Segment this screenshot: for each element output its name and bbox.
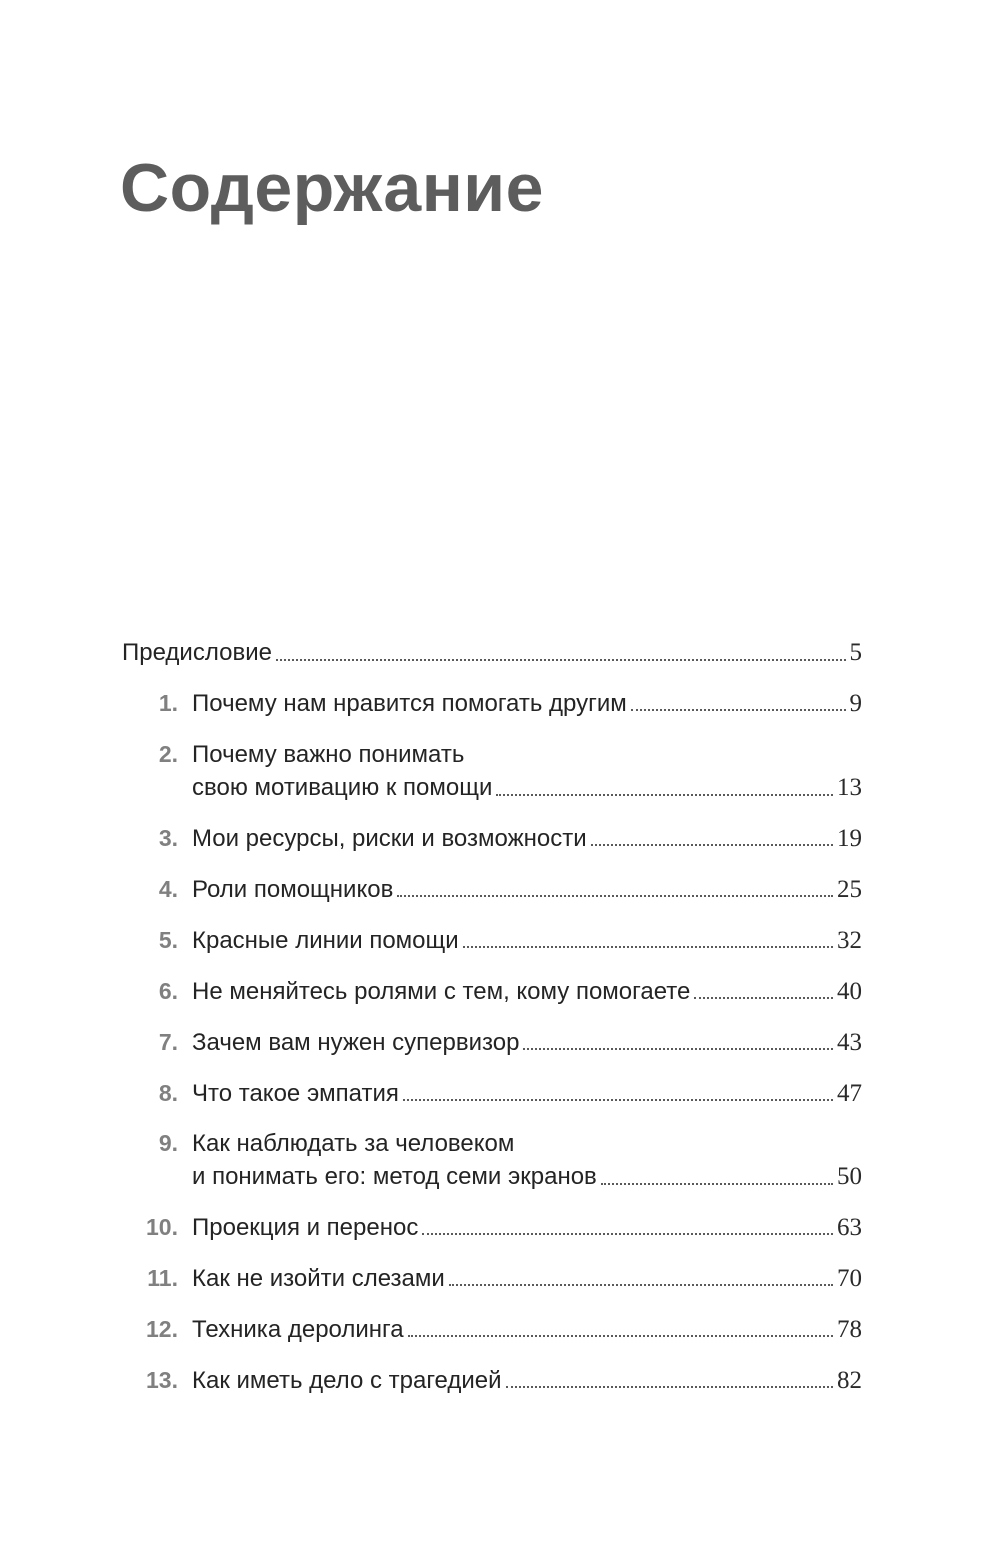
- chapter-title: Роли помощников: [192, 876, 394, 903]
- chapter-title: Красные линии помощи: [192, 927, 459, 954]
- toc-entry-chapter-4: [122, 872, 862, 906]
- dot-leader: [403, 1099, 833, 1101]
- toc-entry-chapter-9: [122, 1126, 862, 1194]
- toc-entry-chapter-12: [122, 1312, 862, 1346]
- toc-page-number: 9: [849, 690, 862, 717]
- toc-page-number: 32: [837, 927, 862, 954]
- toc-entry-chapter-11: [122, 1261, 862, 1295]
- dot-leader: [496, 794, 833, 796]
- dot-leader: [463, 946, 833, 948]
- toc-entry-chapter-1: [122, 686, 862, 720]
- chapter-title: Как не изойти слезами: [192, 1265, 445, 1292]
- toc-entry-label: Предисловие: [122, 639, 272, 666]
- chapter-number: 8.: [158, 1080, 178, 1106]
- toc-page-number: 40: [837, 978, 862, 1005]
- chapter-number: 10.: [146, 1214, 178, 1240]
- toc-entry-chapter-8: [122, 1076, 862, 1110]
- toc-entry-chapter-6: [122, 974, 862, 1008]
- toc-entry-chapter-2: [122, 737, 862, 805]
- toc-entry-chapter-10: [122, 1210, 862, 1244]
- chapter-number: 3.: [158, 825, 178, 851]
- chapter-number: 6.: [158, 978, 178, 1004]
- chapter-title: Как иметь дело с трагедией: [192, 1367, 502, 1394]
- toc-page-number: 43: [837, 1029, 862, 1056]
- dot-leader: [397, 895, 833, 897]
- dot-leader: [523, 1048, 833, 1050]
- dot-leader: [276, 659, 846, 661]
- toc-page-number: 47: [837, 1080, 862, 1107]
- chapter-title: Мои ресурсы, риски и возможности: [192, 825, 587, 852]
- toc-page-number: 5: [849, 639, 862, 666]
- dot-leader: [506, 1386, 833, 1388]
- dot-leader: [422, 1233, 833, 1235]
- toc-page-number: 78: [837, 1316, 862, 1343]
- toc-page-number: 82: [837, 1367, 862, 1394]
- dot-leader: [601, 1183, 833, 1185]
- chapter-title-line-1: Почему важно понимать: [192, 741, 465, 768]
- dot-leader: [408, 1335, 833, 1337]
- chapter-title-line-2: и понимать его: метод семи экранов: [192, 1163, 597, 1190]
- toc-page-number: 19: [837, 825, 862, 852]
- chapter-number: 9.: [158, 1130, 178, 1156]
- chapter-title: Проекция и перенос: [192, 1214, 419, 1241]
- chapter-number: 7.: [158, 1029, 178, 1055]
- chapter-number: 12.: [146, 1316, 178, 1342]
- chapter-title: Техника деролинга: [192, 1316, 404, 1343]
- toc-entry-chapter-7: [122, 1025, 862, 1059]
- page-title: Содержание: [120, 150, 544, 226]
- chapter-title-line-2: свою мотивацию к помощи: [192, 774, 493, 801]
- toc-page-number: 25: [837, 876, 862, 903]
- chapter-title: Зачем вам нужен супервизор: [192, 1029, 520, 1056]
- chapter-number: 13.: [146, 1367, 178, 1393]
- toc-entry-chapter-13: [122, 1363, 862, 1397]
- dot-leader: [591, 844, 833, 846]
- chapter-number: 4.: [158, 876, 178, 902]
- chapter-number: 2.: [158, 741, 178, 767]
- table-of-contents: [122, 636, 862, 1397]
- chapter-title-line-1: Как наблюдать за человеком: [192, 1130, 515, 1157]
- chapter-number: 1.: [158, 690, 178, 716]
- chapter-title: Что такое эмпатия: [192, 1080, 399, 1107]
- chapter-title: Не меняйтесь ролями с тем, кому помогаете: [192, 978, 691, 1005]
- toc-entry-chapter-3: [122, 821, 862, 855]
- dot-leader: [449, 1284, 833, 1286]
- toc-entry-preface: [122, 636, 862, 670]
- chapter-title: Почему нам нравится помогать другим: [192, 690, 627, 717]
- chapter-number: 5.: [158, 927, 178, 953]
- toc-page-number: 13: [837, 774, 862, 801]
- toc-page-number: 63: [837, 1214, 862, 1241]
- toc-entry-chapter-5: [122, 923, 862, 957]
- dot-leader: [631, 709, 846, 711]
- chapter-number: 11.: [147, 1265, 178, 1291]
- toc-page-number: 50: [837, 1163, 862, 1190]
- dot-leader: [694, 997, 833, 999]
- toc-page-number: 70: [837, 1265, 862, 1292]
